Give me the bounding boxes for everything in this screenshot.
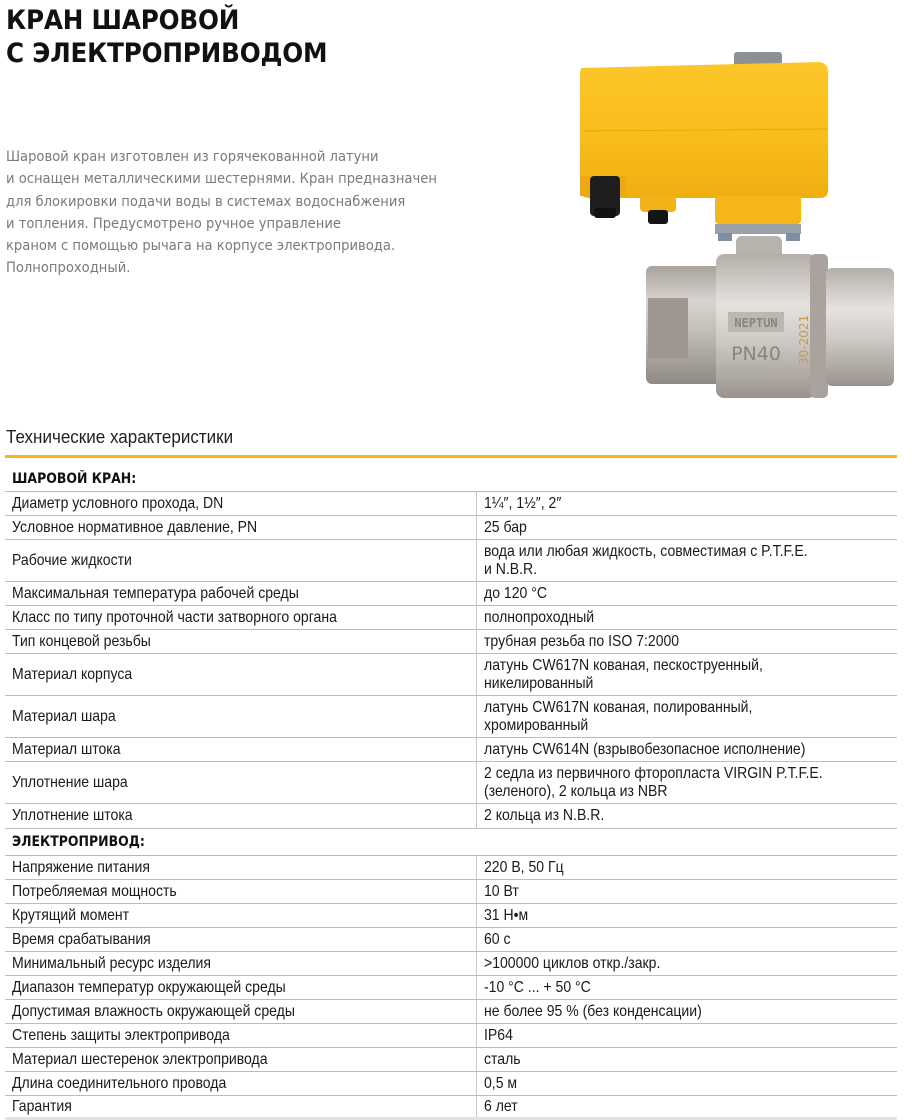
- cell-text: Диапазон температур окружающей среды: [12, 978, 286, 996]
- spec-key: [5, 738, 476, 761]
- spec-key: [5, 696, 476, 737]
- cell-text: сталь: [484, 1050, 521, 1068]
- page-title-line-1: КРАН ШАРОВОЙ: [6, 5, 240, 36]
- cell-text: ЭЛЕКТРОПРИВОД:: [12, 834, 145, 850]
- cell-text: не более 95 % (без конденсации): [484, 1002, 702, 1020]
- cell-text: 1¼″, 1½″, 2″: [484, 494, 562, 512]
- spec-key: [5, 540, 476, 581]
- table-row: [5, 952, 897, 976]
- table-row: [5, 1048, 897, 1072]
- spec-value: [476, 1096, 897, 1117]
- spec-value: [476, 654, 897, 695]
- spec-key: [5, 1096, 476, 1117]
- cell-text: хромированный: [484, 716, 589, 734]
- description-line: и топления. Предусмотрено ручное управление: [6, 214, 341, 232]
- cell-text: 220 В, 50 Гц: [484, 858, 564, 876]
- cell-text: 60 с: [484, 930, 511, 948]
- table-row: [5, 1072, 897, 1096]
- group-header-ball-valve: [5, 466, 897, 492]
- table-row: [5, 1000, 897, 1024]
- description-line: и оснащен металлическими шестернями. Кран предназначен: [6, 170, 437, 188]
- cell-text: Минимальный ресурс изделия: [12, 954, 211, 972]
- cell-text: Гарантия: [12, 1097, 72, 1115]
- spec-key: [5, 952, 476, 975]
- cell-text: 6 лет: [484, 1097, 518, 1115]
- cell-text: 2 седла из первичного фторопласта VIRGIN P.T.F.E.: [484, 765, 823, 782]
- product-image-ball-valve: [560, 40, 914, 400]
- cell-text: до 120 °C: [484, 584, 547, 602]
- table-row: [5, 630, 897, 654]
- cell-text: 25 бар: [484, 518, 527, 536]
- spec-value: [476, 1072, 897, 1095]
- spec-value: [476, 582, 897, 605]
- table-row: [5, 928, 897, 952]
- product-description: [6, 146, 438, 280]
- cell-text: никелированный: [484, 674, 594, 692]
- pressure-marking: PN40: [731, 343, 781, 365]
- cell-text: латунь CW614N (взрывобезопасное исполнение): [484, 740, 806, 758]
- spec-value: [476, 1048, 897, 1071]
- cell-text: >100000 циклов откр./закр.: [484, 954, 661, 972]
- table-row: [5, 516, 897, 540]
- spec-value: [476, 952, 897, 975]
- table-row: [5, 904, 897, 928]
- cell-text: 2 кольца из N.B.R.: [484, 807, 605, 825]
- table-row: [5, 1024, 897, 1048]
- spec-value: [476, 762, 897, 803]
- description-line: Шаровой кран изготовлен из горячекованной латуни: [6, 148, 379, 165]
- date-marking: 30-2021: [797, 314, 811, 365]
- cell-text: Класс по типу проточной части затворного органа: [12, 608, 337, 626]
- ball-valve-illustration: [560, 40, 914, 400]
- spec-value: [476, 630, 897, 653]
- spec-value: [476, 738, 897, 761]
- valve-body-ring: [810, 254, 828, 398]
- valve-body-right: [826, 268, 894, 386]
- spec-key: [5, 856, 476, 879]
- group-header-actuator: [5, 828, 897, 856]
- spec-value: [476, 540, 897, 581]
- cell-text: Рабочие жидкости: [12, 551, 132, 569]
- cell-text: (зеленого), 2 кольца из NBR: [484, 782, 668, 800]
- cell-text: Крутящий момент: [12, 906, 130, 924]
- table-row: [5, 492, 897, 516]
- table-row: [5, 606, 897, 630]
- spec-value: [476, 928, 897, 951]
- cell-text: Материал шестеренок электропривода: [12, 1050, 268, 1068]
- spec-key: [5, 904, 476, 927]
- table-row: [5, 880, 897, 904]
- cell-text: Допустимая влажность окружающей среды: [12, 1002, 295, 1020]
- table-row: [5, 696, 897, 738]
- cell-text: Уплотнение шара: [12, 773, 128, 791]
- cell-text: вода или любая жидкость, совместимая с P.T.F.E.: [484, 543, 808, 560]
- cell-text: Условное нормативное давление, PN: [12, 518, 258, 536]
- cell-text: Материал штока: [12, 740, 121, 758]
- cell-text: Уплотнение штока: [12, 807, 133, 825]
- cell-text: трубная резьба по ISO 7:2000: [484, 632, 680, 650]
- cell-text: Потребляемая мощность: [12, 882, 177, 900]
- cell-text: Напряжение питания: [12, 858, 150, 876]
- page-title-line-2: С ЭЛЕКТРОПРИВОДОМ: [6, 38, 328, 69]
- spec-value: [476, 856, 897, 879]
- spec-key: [5, 1072, 476, 1095]
- cell-text: IP64: [484, 1026, 513, 1044]
- spec-value: [476, 904, 897, 927]
- table-row: [5, 582, 897, 606]
- cell-text: латунь CW617N кованая, полированный,: [484, 699, 753, 716]
- cell-text: и N.B.R.: [484, 560, 538, 578]
- spec-key: [5, 1000, 476, 1023]
- spec-value: [476, 696, 897, 737]
- cell-text: 10 Вт: [484, 882, 519, 900]
- spec-key: [5, 492, 476, 515]
- brand-marking: NEPTUN: [734, 316, 778, 330]
- spec-key: [5, 1048, 476, 1071]
- spec-value: [476, 516, 897, 539]
- spec-value: [476, 492, 897, 515]
- spec-key: [5, 630, 476, 653]
- cell-text: латунь CW617N кованая, пескоструенный,: [484, 657, 763, 674]
- table-row: [5, 762, 897, 804]
- spec-key: [5, 654, 476, 695]
- table-row: [5, 804, 897, 828]
- spec-value: [476, 606, 897, 629]
- cell-text: ШАРОВОЙ КРАН:: [12, 471, 137, 487]
- table-row: [5, 540, 897, 582]
- cell-text: Время срабатывания: [12, 930, 151, 948]
- cell-text: Диаметр условного прохода, DN: [12, 494, 224, 512]
- cell-text: Материал корпуса: [12, 665, 133, 683]
- table-row: [5, 856, 897, 880]
- cell-text: Степень защиты электропривода: [12, 1026, 230, 1044]
- spec-value: [476, 1000, 897, 1023]
- table-row: [5, 738, 897, 762]
- spec-value: [476, 1024, 897, 1047]
- cell-text: -10 °C ... + 50 °C: [484, 978, 591, 996]
- page-title: [6, 4, 327, 70]
- specs-section-title: Технические характеристики: [6, 426, 234, 447]
- description-line: краном с помощью рычага на корпусе электропривода.: [6, 237, 396, 255]
- cell-text: Материал шара: [12, 707, 116, 725]
- cell-text: полнопроходный: [484, 608, 595, 626]
- table-row: [5, 1096, 897, 1120]
- cell-text: Тип концевой резьбы: [12, 632, 151, 650]
- spec-value: [476, 976, 897, 999]
- table-row: [5, 976, 897, 1000]
- cell-text: 0,5 м: [484, 1074, 518, 1092]
- spec-key: [5, 1024, 476, 1047]
- spec-key: [5, 928, 476, 951]
- spec-key: [5, 976, 476, 999]
- spec-value: [476, 804, 897, 828]
- spec-key: [5, 804, 476, 828]
- spec-key: [5, 606, 476, 629]
- cell-text: 31 Н•м: [484, 906, 529, 924]
- specs-table: [5, 466, 897, 1120]
- spec-key: [5, 516, 476, 539]
- accent-divider: [5, 455, 897, 458]
- spec-key: [5, 762, 476, 803]
- spec-value: [476, 880, 897, 903]
- table-row: [5, 654, 897, 696]
- spec-key: [5, 880, 476, 903]
- description-line: для блокировки подачи воды в системах водоснабжения: [6, 192, 406, 210]
- cell-text: Максимальная температура рабочей среды: [12, 584, 299, 602]
- description-line: Полнопроходный.: [6, 259, 131, 277]
- cell-text: Длина соединительного провода: [12, 1074, 227, 1092]
- spec-key: [5, 582, 476, 605]
